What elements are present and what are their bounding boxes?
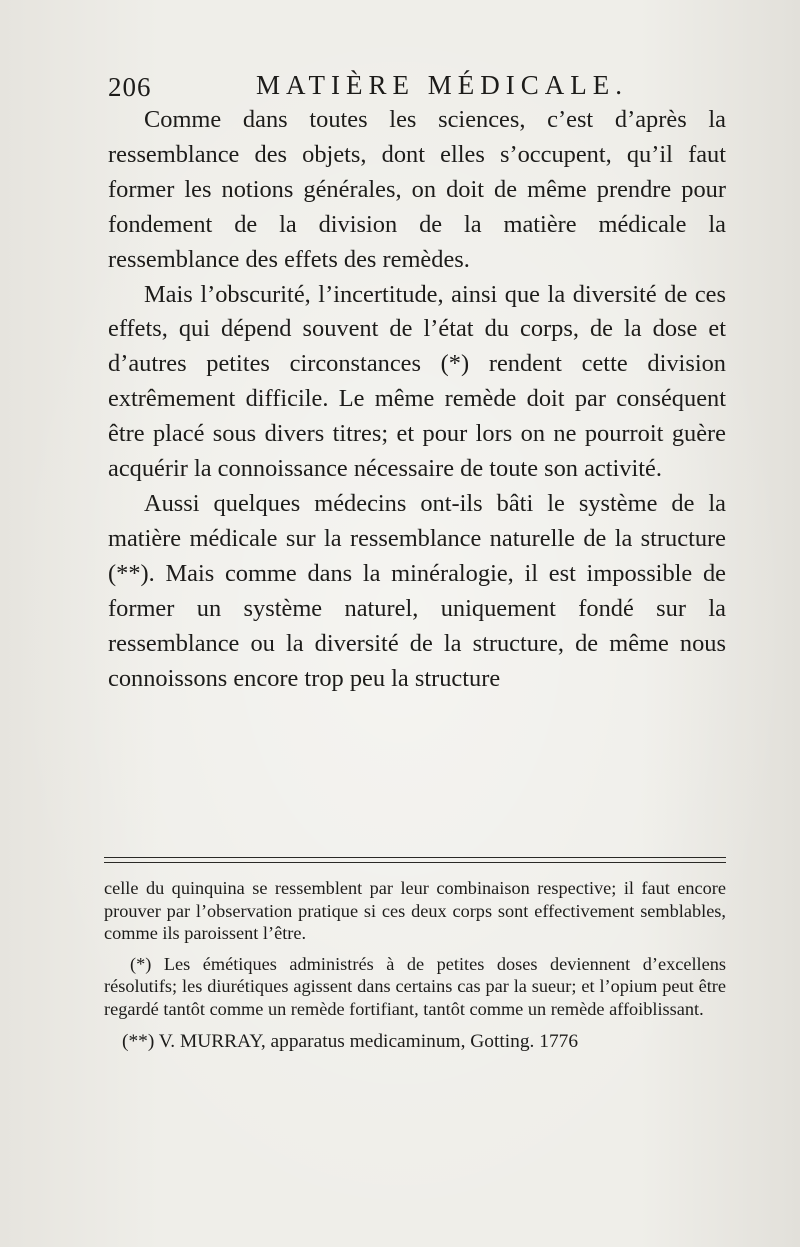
- footnote-2: (**) V. MURRAY, apparatus medicaminum, Gotting. 1776: [122, 1030, 579, 1052]
- page-number: 206: [108, 72, 152, 102]
- paragraph-2: Mais l’obscurité, l’incertitude, ainsi que la diversité de ces effets, qui dépend souvent de l’état du corps, de la dose et d’autres petites circonstances (*) rendent cette division extrêmement difficile. Le même remède doit par conséquent être placé sous divers titres; et pour lors on ne pourroit guère acquérir la connoissance nécessaire de toute son activité.: [108, 280, 726, 483]
- paragraph-3: Aussi quelques médecins ont-ils bâti le système de la matière médicale sur la ressemblance naturelle de la structure (**). Mais comme dans la minéralogie, il est impossible de former un système naturel, uniquement fondé sur la ressemblance ou la diversité de la structure, de même nous connoissons encore trop peu la structure: [108, 489, 726, 692]
- footnote-1: (*) Les émétiques administrés à de petites doses deviennent d’excellens résolutifs; les diurétiques agissent dans certains cas par la sueur; et l’opium peut être regardé tantôt comme un remède fortifiant, tantôt comme un remède affoiblissant.: [104, 953, 726, 1019]
- footnote-continued: celle du quinquina se ressemblent par leur combinaison respective; il faut encore prouver par l’observation pratique si ces deux corps sont effectivement semblables, comme ils paroissent l’être.: [104, 878, 726, 944]
- paragraph-1: Comme dans toutes les sciences, c’est d’après la ressemblance des objets, dont elles s’occupent, qu’il faut former les notions générales, on doit de même prendre pour fondement de la division de la matière médicale la ressemblance des effets des remèdes.: [108, 106, 726, 273]
- main-text: [108, 103, 726, 696]
- running-title: MATIÈRE MÉDICALE.: [256, 70, 628, 100]
- running-header: [108, 70, 728, 106]
- footnote-rule: [104, 857, 726, 863]
- footnotes: [104, 877, 726, 1053]
